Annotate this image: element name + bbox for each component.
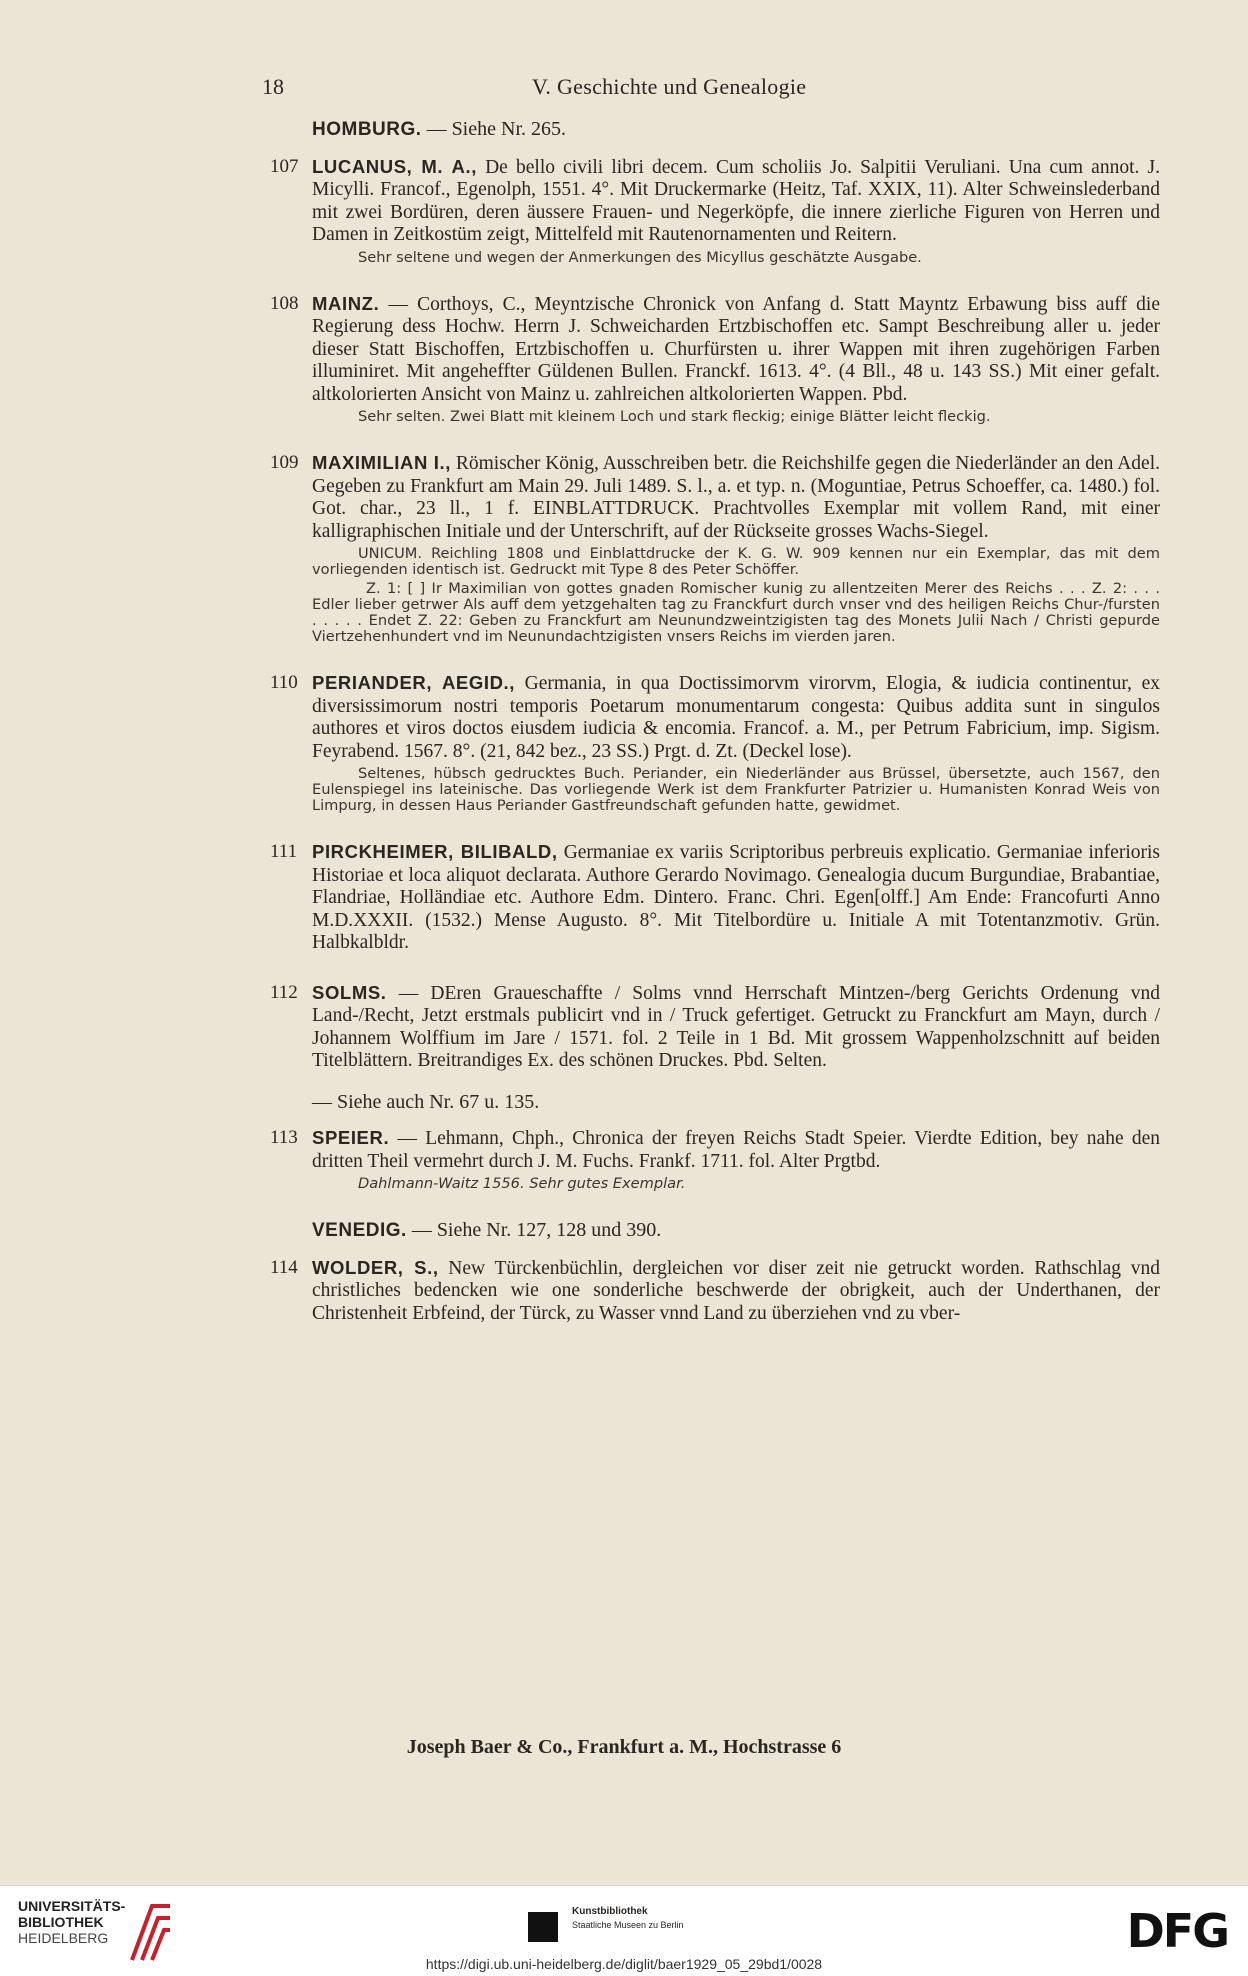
ub-heidelberg-mark-icon — [128, 1902, 174, 1964]
page-number: 18 — [262, 74, 284, 99]
page-header — [262, 74, 1162, 104]
catalog-entry-112: 112 SOLMS. — DEren Graueschaffte / Solms vnnd Herrschaft Mintzen-/berg Gerichts Ordenung vnd Land-/Recht, Jetzt erstmals publicirt vnd in / Truck gefertiget. Getruckt zu Franckfurt am Mayn, durch / Johannem Wolffium im Jare / 1571. fol. 2 Teile in 1 Bd. Mit grossem Wappenholzschnitt auf beiden Titelblättern. Breitrandiges Ex. des schönen Druckes. Pbd. Selten. — [270, 981, 1160, 1071]
ub-heidelberg-logo[interactable]: UNIVERSITÄTS- BIBLIOTHEK HEIDELBERG — [18, 1898, 126, 1946]
catalog-entry-107: 107 LUCANUS, M. A., De bello civili libri decem. Cum scholiis Jo. Salpitii Veruliani. Una cum annot. J. Micylli. Francof., Egenolph, 1551. 4°. Mit Druckermarke (Heitz, Taf. XXIX, 11). Alter Schweinslederband mit zwei Bordüren, deren äussere Frauen- und Negerköpfe, die innere zierliche Figuren von Herren und Damen in Zeitkostüm zeigt, Mittelfeld mit Rautenornamenten und Reitern. Sehr seltene und wegen der Anmerkungen des Micyllus geschätzte Ausgabe. — [270, 155, 1160, 266]
chapter-title: V. Geschichte und Genealogie — [532, 74, 807, 99]
catalog-entry-108: 108 MAINZ. — Corthoys, C., Meyntzische Chronick von Anfang d. Statt Mayntz Erbawung biss auff die Regierung dess Hochw. Herrn J. Schweicharden Ertzbischoffen etc. Sampt Beschreibung aller u. jeder dieser Statt Bischoffen, Ertzbischoffen u. Churfürsten u. ihrer Wappen mit ihren zugehörigen Farben illuminiret. Mit angeheffter Güldenen Bullen. Franckf. 1613. 4°. (4 Bll., 48 u. 143 SS.) Mit einer gefalt. altkolorierten Ansicht von Mainz u. zahlreichen altkolorierten Wappen. Pbd. Sehr selten. Zwei Blatt mit kleinem Loch und stark fleckig; einige Blätter leicht fleckig. — [270, 292, 1160, 425]
viewer-footer-bar: UNIVERSITÄTS- BIBLIOTHEK HEIDELBERG Kunstbibliothek Staatliche Museen zu Berlin DFG https://digi.ub.uni-heidelberg.de/diglit/baer1929_05_29bd1/0028 — [0, 1885, 1248, 1976]
catalog-content — [270, 118, 1160, 1352]
dfg-logo[interactable]: DFG — [1126, 1904, 1228, 1958]
publisher-footer: Joseph Baer & Co., Frankfurt a. M., Hochstrasse 6 — [406, 1736, 842, 1758]
catalog-entry-113: 113 SPEIER. — Lehmann, Chph., Chronica der freyen Reichs Stadt Speier. Vierdte Edition, bey nahe den dritten Theil vermehrt durch J. M. Fuchs. Frankf. 1711. fol. Alter Prgtbd. Dahlmann-Waitz 1556. Sehr gutes Exemplar. — [270, 1127, 1160, 1192]
cross-reference-solms: — Siehe auch Nr. 67 u. 135. — [312, 1090, 540, 1113]
cross-reference-venedig: VENEDIG. — Siehe Nr. 127, 128 und 390. — [312, 1219, 662, 1241]
catalog-entry-111: 111 PIRCKHEIMER, BILIBALD, Germaniae ex variis Scriptoribus perbreuis explicatio. Germaniae inferioris Historiae et loca aliquot declarata. Authore Gerardo Novimago. Genealogia ducum Burgundiae, Brabantiae, Flandriae, Holländiae etc. Authore Edm. Dintero. Franc. Chri. Egen[olff.] Am Ende: Francofurti Anno M.D.XXXII. (1532.) Mense Augusto. 8°. Mit Titelbordüre u. Initiale A mit Totentanzmotiv. Grün. Halbkalbldr. — [270, 841, 1160, 953]
catalog-entry-114: 114 WOLDER, S., New Türckenbüchlin, dergleichen vor diser zeit nie getruckt worden. Rathschlag vnd christliches bedencken wie one sonderliche beschwerde der obrigkeit, auch der Underthanen, der Christenheit Erbfeind, der Türck, zu Wasser vnnd Land zu überziehen vnd zu vber- — [270, 1256, 1161, 1324]
catalog-entry-109: 109 MAXIMILIAN I., Römischer König, Ausschreiben betr. die Reichshilfe gegen die Niederländer an den Adel. Gegeben zu Frankfurt am Main 29. Juli 1489. S. l., a. et typ. n. (Moguntiae, Petrus Schoeffer, ca. 1480.) fol. Got. char., 23 ll., 1 f. EINBLATTDRUCK. Prachtvolles Exemplar mit vollem Rand, mit einer kalligraphischen Initiale und der Unterschrift, auf der Rückseite grosses Wachs-Siegel. UNICUM. Reichling 1808 und Einblattdrucke der K. G. W. 909 kennen nur ein Exemplar, das mit dem vorliegenden identisch ist. Gedruckt mit Type 8 des Peter Schöffer. Z. 1: [ ] Ir Maximilian von gottes gnaden Romischer kunig zu allentzeiten Merer des Reichs . . . Z. 2: . . . Edler lieber getrwer Als auff dem yetzgehalten tag zu Franckfurt durch vnser vnd des heiligen Reichs Chur-/fursten . . . . . Endet Z. 22: Geben zu Franckfurt am Neunundzweintzigisten tag des Monets Julii Nach / Christi gepurde Viertzehenhundert vnd im Neunundachtzigisten vnsers Reichs im vierden jaren. — [270, 452, 1161, 645]
cross-reference-homburg: HOMBURG. — Siehe Nr. 265. — [312, 118, 566, 140]
catalog-entry-110: 110 PERIANDER, AEGID., Germania, in qua Doctissimorvm virorvm, Elogia, & iudicia continentur, ex diversissimorum nostri temporis Poetarum monumentarum congesta: Quibus addita sunt in singulos authores et viros doctos eiusdem iudicia & encomia. Francof. a. M., per Petrum Fabricium, imp. Sigism. Feyrabend. 1567. 8°. (21, 842 bez., 23 SS.) Prgt. d. Zt. (Deckel lose). Seltenes, hübsch gedrucktes Buch. Periander, ein Niederländer aus Brüssel, übersetzte, auch 1567, den Eulenspiegel ins lateinische. Das vorliegende Werk ist dem Frankfurter Patrizier u. Humanisten Konrad Weis von Limpurg, in dessen Haus Periander Gastfreundschaft gefunden hatte, gewidmet. — [270, 672, 1160, 814]
kunstbibliothek-mark-icon — [528, 1912, 558, 1942]
page-url[interactable]: https://digi.ub.uni-heidelberg.de/diglit/baer1929_05_29bd1/0028 — [425, 1956, 823, 1972]
